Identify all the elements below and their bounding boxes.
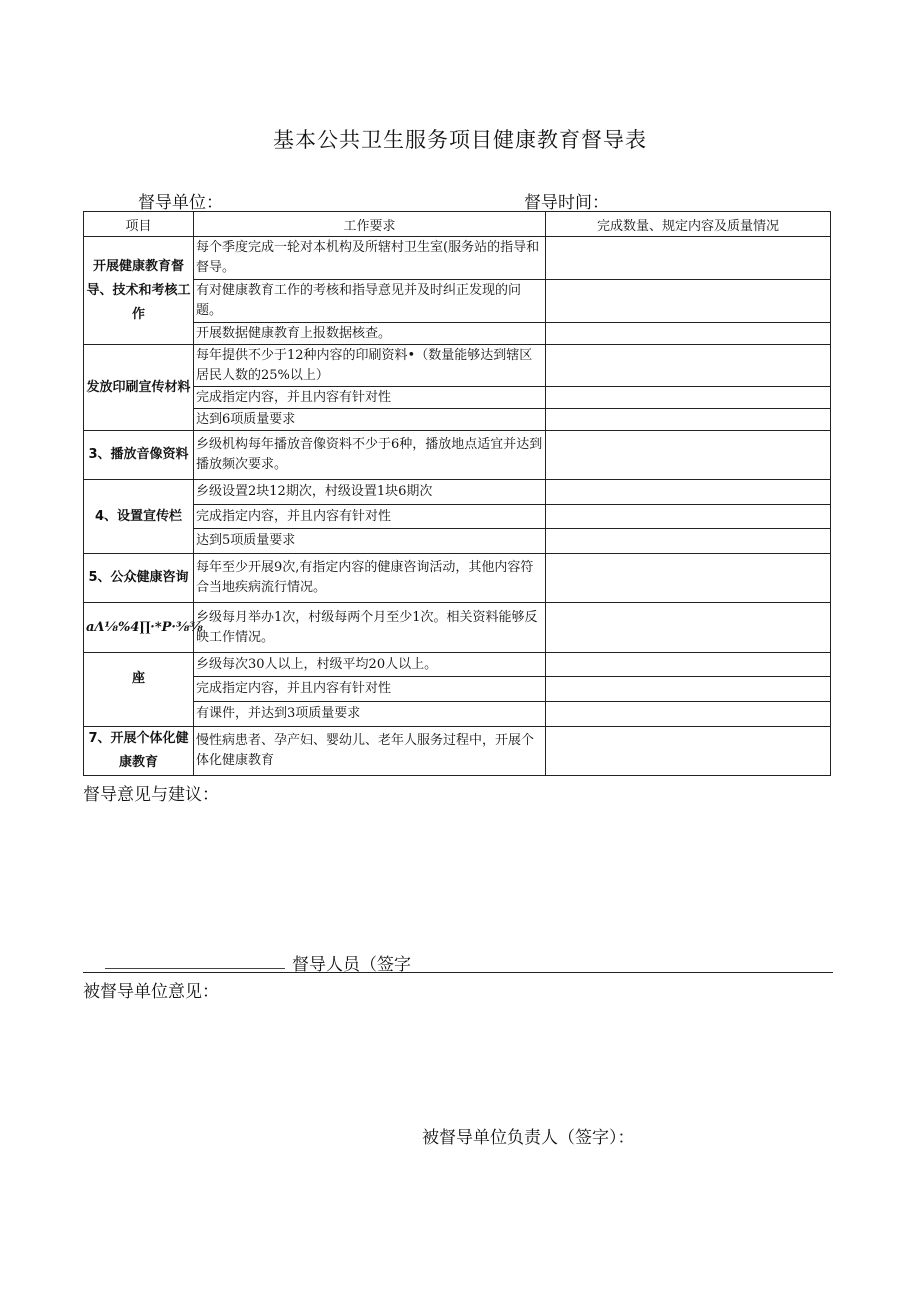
section-divider	[83, 972, 833, 973]
result-cell[interactable]	[546, 603, 831, 653]
item-cell: 发放印刷宣传材料	[84, 345, 194, 431]
supervision-table	[83, 211, 831, 776]
requirement-cell: 乡级机构每年播放音像资料不少于6种，播放地点适宜并达到播放频次要求。	[194, 431, 546, 480]
table-row	[84, 480, 831, 505]
suggestion-label: 督导意见与建议：	[83, 785, 219, 805]
table-row	[84, 727, 831, 776]
result-cell[interactable]	[546, 431, 831, 480]
supervising-unit-label: 督导单位：	[138, 193, 223, 213]
table-header-row	[84, 212, 831, 237]
table-row	[84, 505, 831, 529]
result-cell[interactable]	[546, 409, 831, 431]
requirement-cell: 开展数据健康教育上报数据核查。	[194, 323, 546, 345]
table-row	[84, 323, 831, 345]
page-title: 基本公共卫生服务项目健康教育督导表	[273, 128, 647, 152]
item-cell: aΛ⅛%4∏·*P·⅜⅜	[84, 603, 194, 653]
table-row	[84, 280, 831, 323]
requirement-cell: 每年提供不少于12种内容的印刷资料•（数量能够达到辖区居民人数的25%以上）	[194, 345, 546, 387]
result-cell[interactable]	[546, 280, 831, 323]
table-row	[84, 554, 831, 603]
supervision-time-label: 督导时间：	[524, 193, 609, 213]
table-row	[84, 409, 831, 431]
requirement-cell: 慢性病患者、孕产妇、婴幼儿、老年人服务过程中，开展个体化健康教育	[194, 727, 546, 776]
requirement-cell: 达到5项质量要求	[194, 529, 546, 554]
item-cell: 座	[84, 653, 194, 727]
result-cell[interactable]	[546, 677, 831, 702]
table-row	[84, 345, 831, 387]
signature-underline	[105, 968, 285, 969]
table-row	[84, 677, 831, 702]
result-cell[interactable]	[546, 653, 831, 677]
result-cell[interactable]	[546, 237, 831, 280]
result-cell[interactable]	[546, 323, 831, 345]
column-header-item: 项目	[84, 212, 194, 237]
result-cell[interactable]	[546, 480, 831, 505]
result-cell[interactable]	[546, 345, 831, 387]
requirement-cell: 完成指定内容，并且内容有针对性	[194, 677, 546, 702]
result-cell[interactable]	[546, 554, 831, 603]
item-cell: 5、公众健康咨询	[84, 554, 194, 603]
result-cell[interactable]	[546, 387, 831, 409]
item-cell: 开展健康教育督导、技术和考核工作	[84, 237, 194, 345]
requirement-cell: 乡级每次30人以上，村级平均20人以上。	[194, 653, 546, 677]
table-row	[84, 603, 831, 653]
table-row	[84, 237, 831, 280]
result-cell[interactable]	[546, 529, 831, 554]
requirement-cell: 达到6项质量要求	[194, 409, 546, 431]
requirement-cell: 乡级设置2块12期次，村级设置1块6期次	[194, 480, 546, 505]
table-row	[84, 431, 831, 480]
requirement-cell: 完成指定内容，并且内容有针对性	[194, 505, 546, 529]
requirement-cell: 有课件，并达到3项质量要求	[194, 702, 546, 727]
item-cell: 7、开展个体化健康教育	[84, 727, 194, 776]
result-cell[interactable]	[546, 505, 831, 529]
item-cell: 4、设置宣传栏	[84, 480, 194, 554]
supervised-unit-signature-label: 被督导单位负责人（签字）：	[422, 1128, 635, 1148]
table-row	[84, 529, 831, 554]
requirement-cell: 乡级每月举办1次，村级每两个月至少1次。相关资料能够反映工作情况。	[194, 603, 546, 653]
supervisor-signature-label: 督导人员（签字	[292, 955, 411, 975]
column-header-result: 完成数量、规定内容及质量情况	[546, 212, 831, 237]
supervised-unit-opinion-label: 被督导单位意见：	[83, 982, 219, 1002]
table-row	[84, 653, 831, 677]
requirement-cell: 完成指定内容，并且内容有针对性	[194, 387, 546, 409]
table-row	[84, 702, 831, 727]
result-cell[interactable]	[546, 727, 831, 776]
column-header-requirement: 工作要求	[194, 212, 546, 237]
requirement-cell: 有对健康教育工作的考核和指导意见并及时纠正发现的问题。	[194, 280, 546, 323]
table-row	[84, 387, 831, 409]
requirement-cell: 每个季度完成一轮对本机构及所辖村卫生室(服务站的指导和督导。	[194, 237, 546, 280]
item-cell: 3、播放音像资料	[84, 431, 194, 480]
requirement-cell: 每年至少开展9次,有指定内容的健康咨询活动，其他内容符合当地疾病流行情况。	[194, 554, 546, 603]
result-cell[interactable]	[546, 702, 831, 727]
